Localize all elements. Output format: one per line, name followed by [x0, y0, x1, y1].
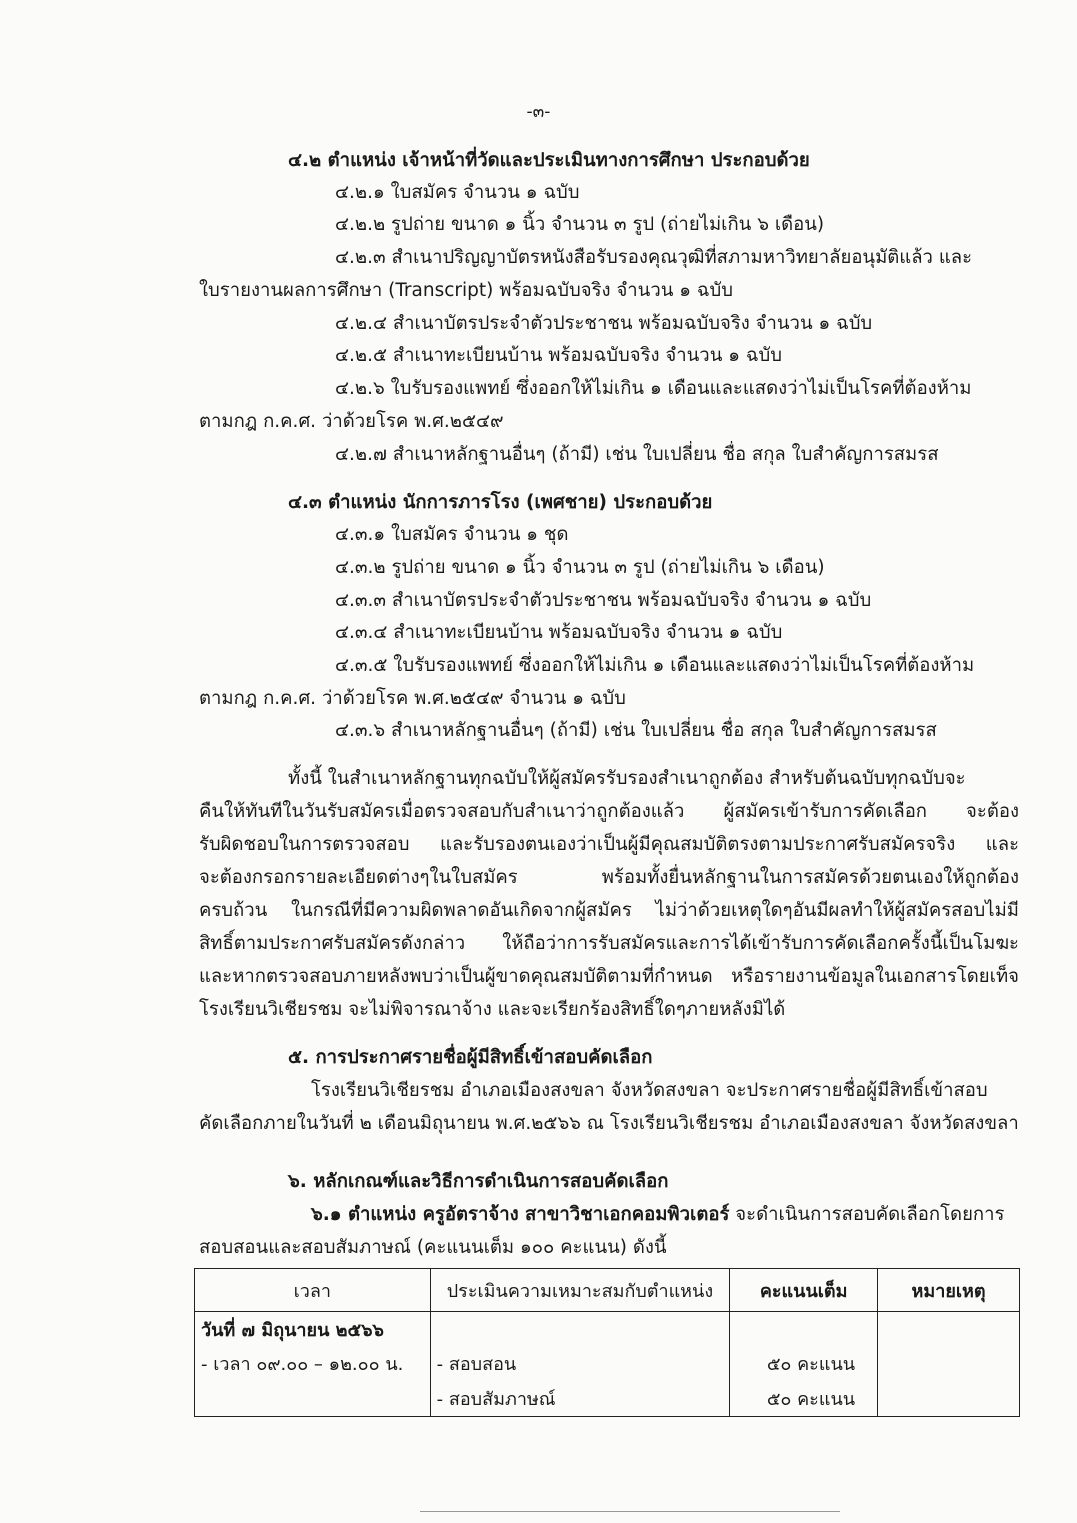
list-item: ๔.๒.๕ สำเนาทะเบียนบ้าน พร้อมฉบับจริง จำนวน ๑ ฉบับ: [335, 345, 782, 366]
section-6-1-text: จะดำเนินการสอบคัดเลือกโดยการ: [729, 1204, 1005, 1225]
list-item: ตามกฎ ก.ค.ศ. ว่าด้วยโรค พ.ศ.๒๕๔๙ จำนวน ๑ ฉบับ: [199, 688, 626, 709]
list-item: ๔.๓.๑ ใบสมัคร จำนวน ๑ ชุด: [335, 524, 569, 545]
section-4-2-heading: ๔.๒ ตำแหน่ง เจ้าหน้าที่วัดและประเมินทางการศึกษา ประกอบด้วย: [288, 150, 810, 171]
section-6-1-title: ๖.๑ ตำแหน่ง ครูอัตราจ้าง สาขาวิชาเอกคอมพิวเตอร์: [311, 1204, 730, 1225]
table-row: [195, 1380, 1020, 1417]
paragraph-line: โรงเรียนวิเชียรชม อำเภอเมืองสงขลา จังหวัดสงขลา จะประกาศรายชื่อผู้มีสิทธิ์เข้าสอบ: [311, 1080, 988, 1101]
page-number: -๓-: [526, 102, 551, 122]
assessment-item: - สอบสอน: [430, 1346, 730, 1380]
list-item: ๔.๒.๔ สำเนาบัตรประจำตัวประชาชน พร้อมฉบับจริง จำนวน ๑ ฉบับ: [335, 313, 873, 334]
assessment-item: - สอบสัมภาษณ์: [430, 1380, 730, 1417]
paragraph-line: จะต้องกรอกรายละเอียดต่างๆในใบสมัคร พร้อมทั้งยื่นหลักฐานในการสมัครด้วยตนเองให้ถูกต้อง: [199, 867, 1019, 888]
exam-schedule-table: [194, 1268, 1020, 1417]
section-5-heading: ๕. การประกาศรายชื่อผู้มีสิทธิ์เข้าสอบคัดเลือก: [288, 1047, 653, 1068]
list-item: ๔.๓.๕ ใบรับรองแพทย์ ซึ่งออกให้ไม่เกิน ๑ เดือนและแสดงว่าไม่เป็นโรคที่ต้องห้าม: [335, 655, 975, 676]
paragraph-line: สิทธิ์ตามประกาศรับสมัครดังกล่าว ให้ถือว่าการรับสมัครและการได้เข้ารับการคัดเลือกครั้งนี้เป็นโมฆะ: [199, 933, 1019, 954]
column-header-assessment: ประเมินความเหมาะสมกับตำแหน่ง: [430, 1269, 730, 1312]
paragraph-line: และหากตรวจสอบภายหลังพบว่าเป็นผู้ขาดคุณสมบัติตามที่กำหนด หรือรายงานข้อมูลในเอกสารโดยเท็จ: [199, 966, 1019, 987]
list-item: ๔.๒.๓ สำเนาปริญญาบัตรหนังสือรับรองคุณวุฒิที่สภามหาวิทยาลัยอนุมัติแล้ว และ: [335, 247, 973, 268]
list-item: ๔.๒.๖ ใบรับรองแพทย์ ซึ่งออกให้ไม่เกิน ๑ เดือนและแสดงว่าไม่เป็นโรคที่ต้องห้าม: [335, 378, 972, 399]
table-row: [195, 1312, 1020, 1347]
paragraph-line: ทั้งนี้ ในสำเนาหลักฐานทุกฉบับให้ผู้สมัครรับรองสำเนาถูกต้อง สำหรับต้นฉบับทุกฉบับจะ: [288, 768, 966, 789]
bottom-divider: [420, 1511, 840, 1512]
column-header-time: เวลา: [195, 1269, 431, 1312]
section-4-3-heading: ๔.๓ ตำแหน่ง นักการภารโรง (เพศชาย) ประกอบด้วย: [288, 492, 713, 513]
assessment-score: ๕๐ คะแนน: [730, 1380, 878, 1417]
paragraph-line: คัดเลือกภายในวันที่ ๒ เดือนมิถุนายน พ.ศ.๒๕๖๖ ณ โรงเรียนวิเชียรชม อำเภอเมืองสงขลา จังหวัดสงขลา: [199, 1113, 1019, 1134]
list-item: ๔.๒.๗ สำเนาหลักฐานอื่นๆ (ถ้ามี) เช่น ใบเปลี่ยน ชื่อ สกุล ใบสำคัญการสมรส: [335, 444, 939, 465]
list-item: ๔.๓.๖ สำเนาหลักฐานอื่นๆ (ถ้ามี) เช่น ใบเปลี่ยน ชื่อ สกุล ใบสำคัญการสมรส: [335, 720, 937, 741]
list-item: ตามกฎ ก.ค.ศ. ว่าด้วยโรค พ.ศ.๒๕๔๙: [199, 411, 504, 432]
paragraph-line: ครบถ้วน ในกรณีที่มีความผิดพลาดอันเกิดจากผู้สมัคร ไม่ว่าด้วยเหตุใดๆอันมีผลทำให้ผู้สมัครสอบไม่มี: [199, 900, 1019, 921]
list-item: ๔.๓.๓ สำเนาบัตรประจำตัวประชาชน พร้อมฉบับจริง จำนวน ๑ ฉบับ: [335, 590, 872, 611]
section-6-1-line: [311, 1200, 1004, 1230]
paragraph-line: สอบสอนและสอบสัมภาษณ์ (คะแนนเต็ม ๑๐๐ คะแนน) ดังนี้: [199, 1237, 667, 1258]
list-item: ใบรายงานผลการศึกษา (Transcript) พร้อมฉบับจริง จำนวน ๑ ฉบับ: [199, 280, 733, 301]
table-header-row: [195, 1269, 1020, 1312]
column-header-remark: หมายเหตุ: [878, 1269, 1020, 1312]
exam-time: - เวลา ๐๙.๐๐ – ๑๒.๐๐ น.: [195, 1346, 431, 1380]
list-item: ๔.๓.๒ รูปถ่าย ขนาด ๑ นิ้ว จำนวน ๓ รูป (ถ่ายไม่เกิน ๖ เดือน): [335, 557, 825, 578]
list-item: ๔.๓.๔ สำเนาทะเบียนบ้าน พร้อมฉบับจริง จำนวน ๑ ฉบับ: [335, 622, 783, 643]
paragraph-line: รับผิดชอบในการตรวจสอบ และรับรองตนเองว่าเป็นผู้มีคุณสมบัติตรงตามประกาศรับสมัครจริง และ: [199, 834, 1019, 855]
list-item: ๔.๒.๒ รูปถ่าย ขนาด ๑ นิ้ว จำนวน ๓ รูป (ถ่ายไม่เกิน ๖ เดือน): [335, 214, 825, 235]
paragraph-line: โรงเรียนวิเชียรชม จะไม่พิจารณาจ้าง และจะเรียกร้องสิทธิ์ใดๆภายหลังมิได้: [199, 999, 786, 1020]
column-header-score: คะแนนเต็ม: [730, 1269, 878, 1312]
exam-date: วันที่ ๗ มิถุนายน ๒๕๖๖: [195, 1312, 431, 1347]
list-item: ๔.๒.๑ ใบสมัคร จำนวน ๑ ฉบับ: [335, 182, 580, 203]
table-row: [195, 1346, 1020, 1380]
assessment-score: ๕๐ คะแนน: [730, 1346, 878, 1380]
section-6-heading: ๖. หลักเกณฑ์และวิธีการดำเนินการสอบคัดเลือก: [288, 1171, 669, 1192]
paragraph-line: คืนให้ทันทีในวันรับสมัครเมื่อตรวจสอบกับสำเนาว่าถูกต้องแล้ว ผู้สมัครเข้ารับการคัดเลือก จะต้อง: [199, 801, 1019, 822]
